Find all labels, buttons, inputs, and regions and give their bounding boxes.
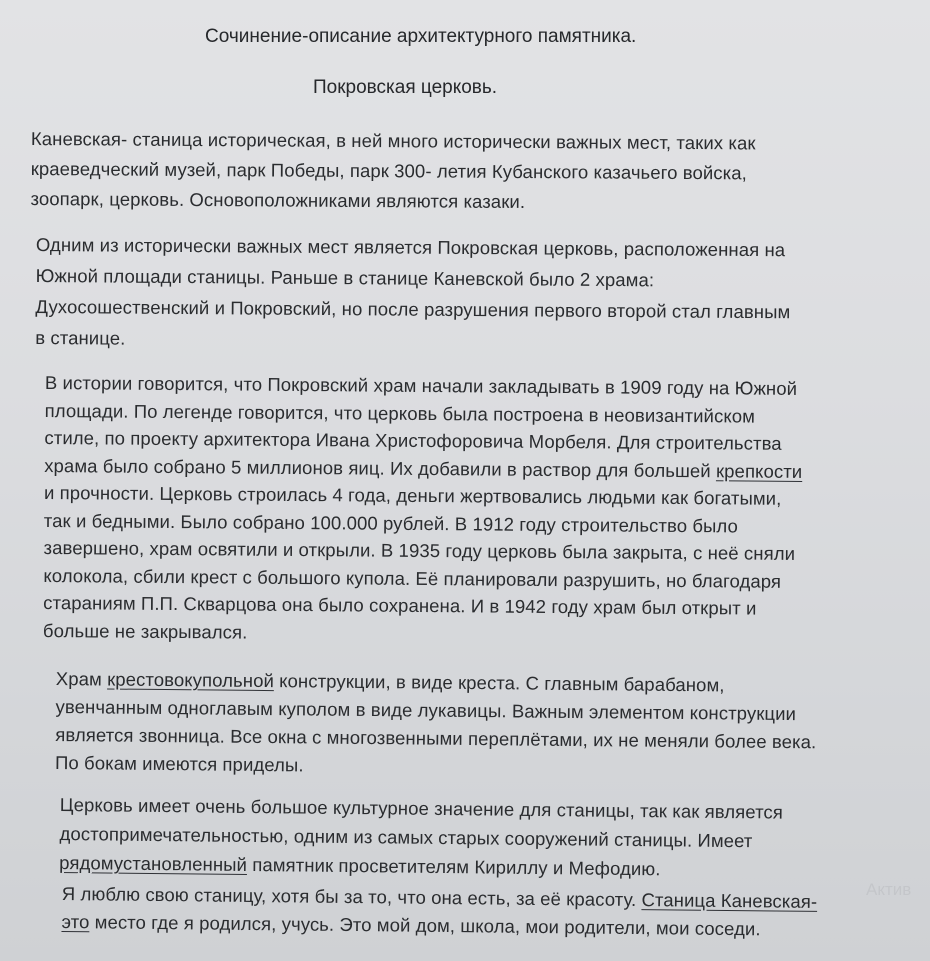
paragraph-6 xyxy=(61,880,817,944)
spellcheck-underlined-word: рядомустановленный xyxy=(59,851,248,875)
document-subtitle: Покровская церковь. xyxy=(313,77,498,98)
text-segment: место где я родился, учусь. Это мой дом, школа, мои родители, мои соседи. xyxy=(89,911,761,940)
paragraph-1 xyxy=(30,124,755,218)
paragraph-3 xyxy=(43,369,803,650)
text-line: так и бедными. Было собрано 100.000 рублей. В 1912 году строительство было xyxy=(43,509,739,536)
text-line: увенчанным одноглавым куполом в виде лукавицы. Важным элементом конструкции xyxy=(55,695,797,725)
paragraph-5 xyxy=(59,790,783,885)
text-line: Южной площади станицы. Раньше в станице Каневской было 2 храма: xyxy=(35,264,655,291)
text-line: больше не закрывался. xyxy=(42,619,248,643)
text-line: в станице. xyxy=(35,326,126,349)
text-line: является звонница. Все окна с многозвенными переплётами, их не меняли более века. xyxy=(55,723,817,753)
text-line: стиле, по проекту архитектора Ивана Христофоровича Морбеля. Для строительства xyxy=(44,426,782,454)
text-line: Церковь имеет очень большое культурное значение для станицы, так как является xyxy=(59,793,784,823)
text-segment: Храм xyxy=(55,667,108,690)
text-line: достопримечательностью, одним из самых старых сооружений станицы. Имеет xyxy=(59,822,753,852)
text-segment: храма было собрано 5 миллионов яиц. Их добавили в раствор для большей xyxy=(44,454,717,481)
spellcheck-underlined-word: Станица Каневская- xyxy=(641,889,818,912)
text-line: зоопарк, церковь. Основоположниками являются казаки. xyxy=(30,187,526,213)
text-line: По бокам имеются приделы. xyxy=(54,751,304,776)
text-line: краеведческий музей, парк Победы, парк 300- летия Кубанского казачьего войска, xyxy=(30,157,747,184)
text-line: площади. По легенде говорится, что церковь была построена в неовизантийском xyxy=(44,399,756,427)
text-segment: конструкции, в виде креста. С главным барабаном, xyxy=(273,670,725,696)
text-line: и прочности. Церковь строилась 4 года, деньги жертвовались людьми как богатыми, xyxy=(43,481,782,509)
spellcheck-underlined-word: крестовокупольной xyxy=(107,668,275,692)
spellcheck-underlined-word: это xyxy=(61,910,90,933)
text-segment: памятник просветителям Кириллу и Мефодию. xyxy=(246,853,661,880)
paragraph-2 xyxy=(35,229,791,358)
text-line: Каневская- станица историческая, в ней много исторически важных мест, таких как xyxy=(30,127,756,154)
activation-watermark: Актив xyxy=(866,880,912,899)
text-line: Одним из исторически важных мест является Покровская церковь, расположенная на xyxy=(35,233,786,261)
text-line: завершено, храм освятили и открыли. В 1935 году церковь была закрыта, с неё сняли xyxy=(43,536,796,564)
paragraph-4 xyxy=(55,665,817,784)
text-line: Духосошественский и Покровский, но после разрушения первого второй стал главным xyxy=(35,295,791,323)
document-title: Сочинение-описание архитектурного памятника. xyxy=(205,26,637,47)
text-line: стараниям П.П. Скварцова она было сохранена. И в 1942 году храм был открыт и xyxy=(43,591,757,619)
text-line: колокола, сбили крест с большого купола. Её планировали разрушить, но благодаря xyxy=(43,564,782,592)
text-segment: Я люблю свою станицу, хотя бы за то, что она есть, за её красоту. xyxy=(61,882,642,911)
spellcheck-underlined-word: крепкости xyxy=(715,459,803,482)
text-line: В истории говорится, что Покровский храм начали закладывать в 1909 году на Южной xyxy=(44,371,798,399)
